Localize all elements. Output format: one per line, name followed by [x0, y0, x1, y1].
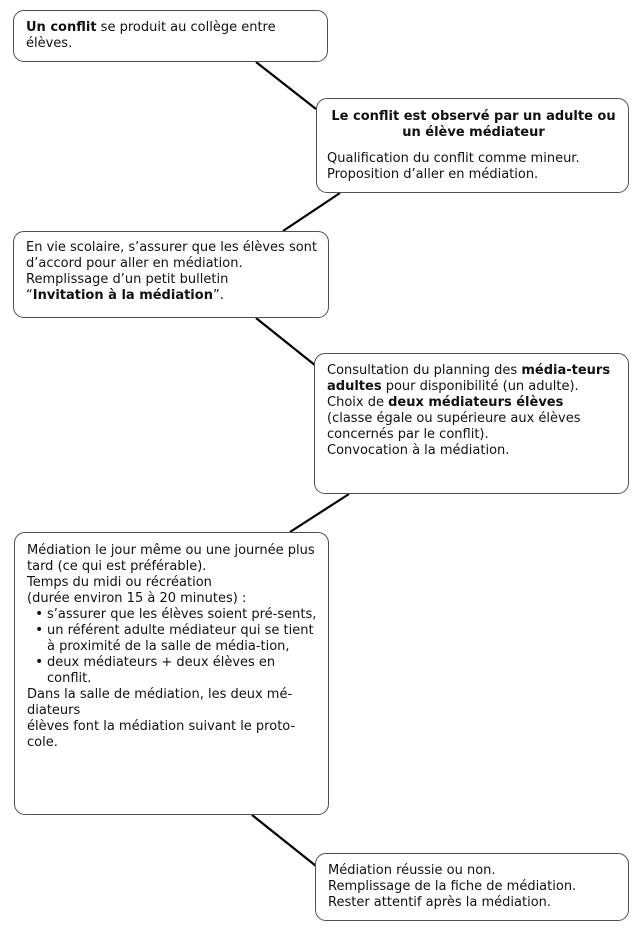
box3-text2: Remplissage d’un petit bulletin	[26, 272, 229, 287]
box1-bold: Un conflit	[26, 20, 97, 35]
box4-t2: pour disponibilité (un adulte).	[381, 379, 579, 394]
step-box-mediation	[14, 532, 329, 815]
connector-1-2	[256, 62, 316, 109]
step-box-planning	[314, 353, 629, 494]
box3-quote-open: “	[26, 288, 33, 303]
box4-b2: deux médiateurs élèves	[388, 395, 564, 410]
box6-line-2: Remplissage de la fiche de médiation.	[328, 879, 577, 894]
connector-2-3	[283, 193, 340, 231]
box6-line-1: Médiation réussie ou non.	[328, 863, 496, 878]
box5-l5: élèves font la médiation suivant le proto-cole.	[27, 719, 296, 750]
box3-text: En vie scolaire, s’assurer que les élèves sont d’accord pour aller en médiation.	[26, 240, 318, 271]
connector-5-6	[252, 815, 316, 866]
box4-t5: Convocation à la médiation.	[327, 443, 510, 458]
box2-line-1: Qualification du conflit comme mineur.	[327, 151, 580, 166]
box2-line-2: Proposition d’aller en médiation.	[327, 167, 539, 182]
box5-l3: (durée environ 15 à 20 minutes) :	[27, 591, 247, 606]
list-item: • un référent adulte médiateur qui se tient à proximité de la salle de média-tion,	[47, 623, 318, 655]
connector-3-4	[256, 318, 316, 366]
box4-b1: média-teurs adultes	[327, 363, 611, 394]
box4-t1: Consultation du planning des	[327, 363, 522, 378]
step-box-conflict	[13, 10, 328, 62]
box5-l2: Temps du midi ou récréation	[27, 575, 212, 590]
box4-t4: (classe égale ou supérieure aux élèves concernés par le conflit).	[327, 411, 581, 442]
box3-quote-close: ”.	[212, 288, 224, 303]
list-item: • s’assurer que les élèves soient pré-sents,	[47, 607, 318, 623]
box5-l1: Médiation le jour même ou une journée plus tard (ce qui est préférable).	[27, 543, 315, 574]
list-item: • deux médiateurs + deux élèves en conflit.	[47, 655, 318, 687]
box1-text: se produit au collège entre élèves.	[26, 20, 276, 51]
box2-title: Le conflit est observé par un adulte ou un élève médiateur	[331, 109, 616, 140]
step-box-vie-scolaire	[13, 231, 329, 318]
step-box-result	[315, 853, 629, 921]
box4-t3: Choix de	[327, 395, 389, 410]
box5-bullet-list	[27, 607, 318, 687]
connector-4-5	[290, 494, 349, 532]
step-box-observation	[316, 98, 629, 193]
box5-l4: Dans la salle de médiation, les deux mé-diateurs	[27, 687, 293, 718]
box6-line-3: Rester attentif après la médiation.	[328, 895, 552, 910]
box3-bold: Invitation à la médiation	[32, 288, 213, 303]
